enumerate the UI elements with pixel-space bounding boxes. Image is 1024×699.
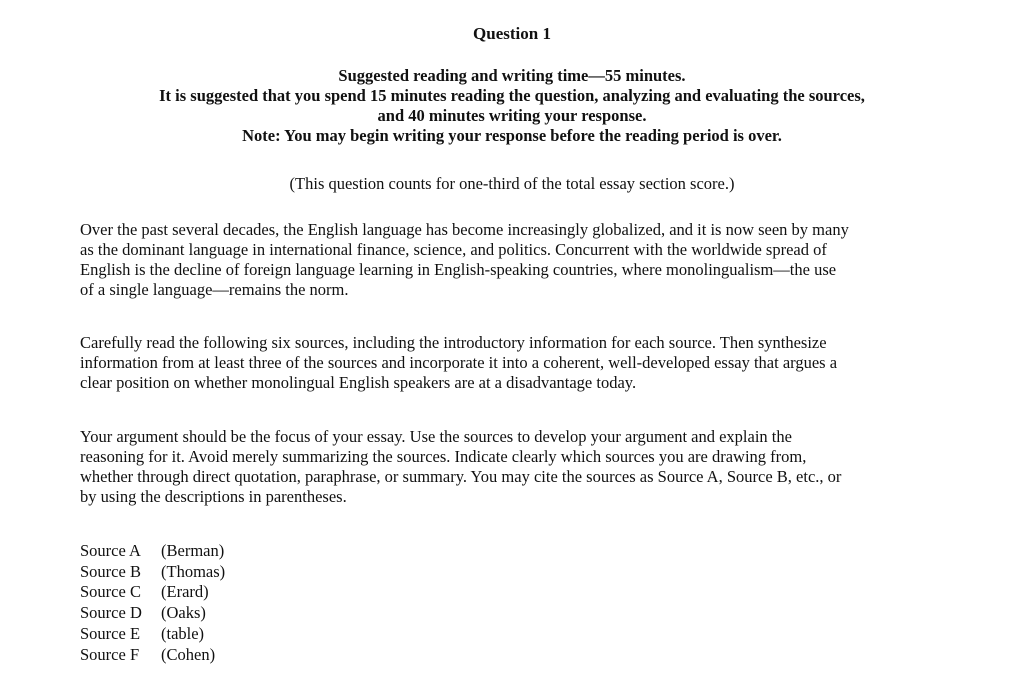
source-list xyxy=(80,541,225,665)
source-item xyxy=(80,582,225,603)
paragraph-line: information from at least three of the sources and incorporate it into a coherent, well-developed essay that argues a xyxy=(80,353,838,372)
source-label: Source C xyxy=(80,582,141,602)
paragraph-line: of a single language—remains the norm. xyxy=(80,280,349,299)
source-label: Source A xyxy=(80,541,141,560)
paragraph-line: reasoning for it. Avoid merely summarizing the sources. Indicate clearly which sources you are drawing from, xyxy=(80,447,807,466)
source-item xyxy=(80,562,225,583)
intro-paragraph xyxy=(80,220,960,300)
instruction-line: Note: You may begin writing your response before the reading period is over. xyxy=(242,126,782,145)
source-description: (table) xyxy=(161,623,205,643)
time-instructions xyxy=(60,66,964,146)
paragraph-line: Over the past several decades, the English language has become increasingly globalized, and it is now seen by many xyxy=(80,220,849,239)
source-label: Source F xyxy=(80,644,140,664)
instruction-line: Suggested reading and writing time—55 minutes. xyxy=(338,66,686,85)
source-description: (Cohen) xyxy=(161,644,216,664)
source-item xyxy=(80,624,225,645)
paragraph-line: as the dominant language in international finance, science, and politics. Concurrent with the worldwide spread of xyxy=(80,240,827,259)
source-item xyxy=(80,645,225,666)
paragraph-line: by using the descriptions in parentheses. xyxy=(80,487,347,506)
question-title: Question 1 xyxy=(473,24,551,43)
paragraph-line: Your argument should be the focus of your essay. Use the sources to develop your argument and explain the xyxy=(80,427,792,446)
instruction-line: and 40 minutes writing your response. xyxy=(377,106,647,125)
source-description: (Oaks) xyxy=(161,603,206,623)
task-paragraph xyxy=(80,333,960,393)
argument-paragraph xyxy=(80,427,960,507)
source-description: (Thomas) xyxy=(161,561,226,581)
source-item xyxy=(80,541,225,562)
source-description: (Erard) xyxy=(161,582,209,602)
paragraph-line: English is the decline of foreign language learning in English-speaking countries, where monolingualism—the use xyxy=(80,260,837,279)
source-label: Source B xyxy=(80,561,141,581)
instruction-line: It is suggested that you spend 15 minutes reading the question, analyzing and evaluating the sources, xyxy=(159,86,865,105)
paragraph-line: clear position on whether monolingual English speakers are at a disadvantage today. xyxy=(80,373,637,392)
source-item xyxy=(80,603,225,624)
score-weight-note: (This question counts for one-third of the total essay section score.) xyxy=(289,174,735,193)
source-description: (Berman) xyxy=(161,541,225,560)
source-label: Source D xyxy=(80,603,142,623)
paragraph-line: whether through direct quotation, paraphrase, or summary. You may cite the sources as Source A, Source B, etc., or xyxy=(80,467,842,486)
source-label: Source E xyxy=(80,623,141,643)
paragraph-line: Carefully read the following six sources, including the introductory information for each source. Then synthesize xyxy=(80,333,827,352)
